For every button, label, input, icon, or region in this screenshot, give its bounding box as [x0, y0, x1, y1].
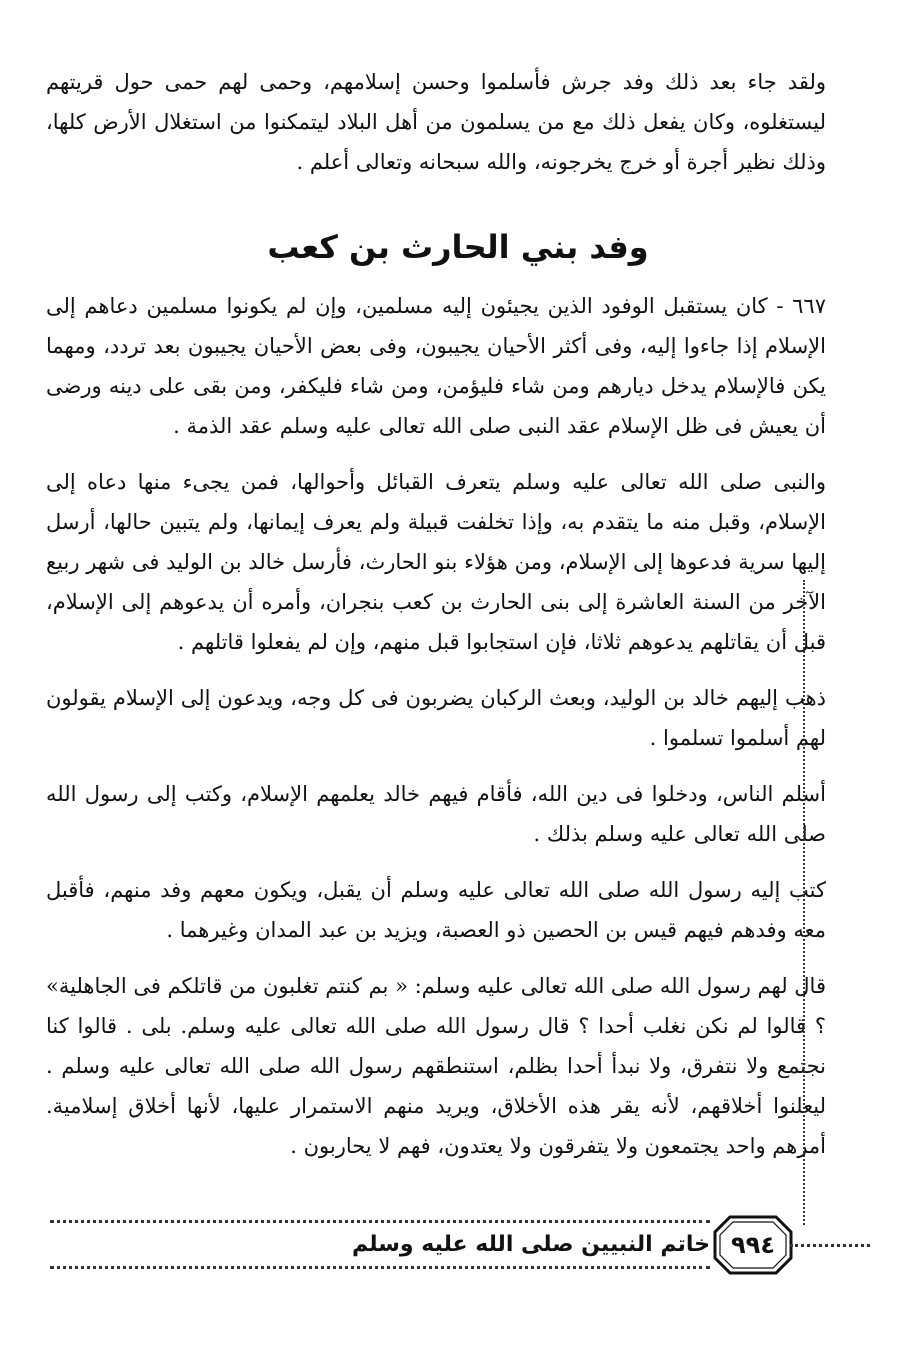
paragraph: والنبى صلى الله تعالى عليه وسلم يتعرف القبائل وأحوالها، فمن يجىء منها دعاه إلى الإسلام، وقبل منه ما يتقدم به، وإذا تخلفت قبيلة ولم يعرف إيمانها، ولم يتبين حالها، أرسل إليها سرية فدعوها إلى الإسلام، ومن هؤلاء بنو الحارث، فأرسل خالد بن الوليد فى شهر ربيع الآخر من السنة العاشرة إلى بنى الحارث بن كعب بنجران، وأمره أن يدعوهم إلى الإسلام، قبل أن يقاتلهم يدعوهم ثلاثا، فإن استجابوا قبل منهم، وإن لم يفعلوا قاتلهم . — [46, 470, 826, 654]
intro-paragraph — [46, 62, 826, 182]
section-body — [46, 286, 826, 1182]
page-number-badge — [712, 1214, 794, 1276]
paragraph: كتب إليه رسول الله صلى الله تعالى عليه وسلم أن يقبل، ويكون معهم وفد منهم، فأقبل معه وفدهم فيهم قيس بن الحصين ذو العصبة، ويزيد بن عبد المدان وغيرهما . — [46, 878, 826, 942]
paragraph: قال لهم رسول الله صلى الله تعالى عليه وسلم: « بم كنتم تغلبون من قاتلكم فى الجاهلية» ؟ قالوا لم نكن نغلب أحدا ؟ قال رسول الله صلى الله تعالى عليه وسلم. بلى . قالوا كنا نجتمع ولا نتفرق، ولا نبدأ أحدا بظلم، استنطقهم رسول الله صلى الله تعالى عليه وسلم . ليعلنوا أخلاقهم، لأنه يقر هذه الأخلاق، ويريد منهم الاستمرار عليها، لأنها أخلاق إسلامية. أمرهم واحد يجتمعون ولا يتفرقون ولا يعتدون، فهم لا يحاربون . — [46, 974, 826, 1158]
footer-book-title: خاتم النبيين صلى الله عليه وسلم — [352, 1232, 710, 1257]
footer-rule-right — [790, 1244, 870, 1247]
paragraph-number: ٦٦٧ — [792, 294, 826, 318]
page-number: ٩٩٤ — [731, 1231, 775, 1259]
footer-rule-top — [50, 1220, 710, 1223]
decorative-side-rule — [803, 580, 805, 1225]
footer-rule-bottom — [50, 1266, 710, 1269]
paragraph-667 — [46, 286, 826, 446]
paragraph: أسلم الناس، ودخلوا فى دين الله، فأقام فيهم خالد يعلمهم الإسلام، وكتب إلى رسول الله صلى الله تعالى عليه وسلم بذلك . — [46, 782, 826, 846]
paragraph-text: - كان يستقبل الوفود الذين يجيئون إليه مسلمين، وإن لم يكونوا مسلمين دعاهم إلى الإسلام إذا جاءوا إليه، وفى أكثر الأحيان يجيبون، وفى بعض الأحيان يجيبون بعد تردد، ومهما يكن فالإسلام يدخل ديارهم ومن شاء فليؤمن، ومن شاء فليكفر، ومن بقى على دينه ورضى أن يعيش فى ظل الإسلام عقد النبى صلى الله تعالى عليه وسلم عقد الذمة . — [46, 294, 826, 438]
section-heading: وفد بني الحارث بن كعب — [267, 228, 649, 266]
paragraph: ذهب إليهم خالد بن الوليد، وبعث الركبان يضربون فى كل وجه، ويدعون إلى الإسلام يقولون لهم أسلموا تسلموا . — [46, 686, 826, 750]
intro-text: ولقد جاء بعد ذلك وفد جرش فأسلموا وحسن إسلامهم، وحمى لهم حمى حول قريتهم ليستغلوه، وكان يفعل ذلك مع من يسلمون من أهل البلاد ليتمكنوا من استغلال الأرض كلها، وذلك نظير أجرة أو خرج يخرجونه، والله سبحانه وتعالى أعلم . — [46, 70, 826, 174]
